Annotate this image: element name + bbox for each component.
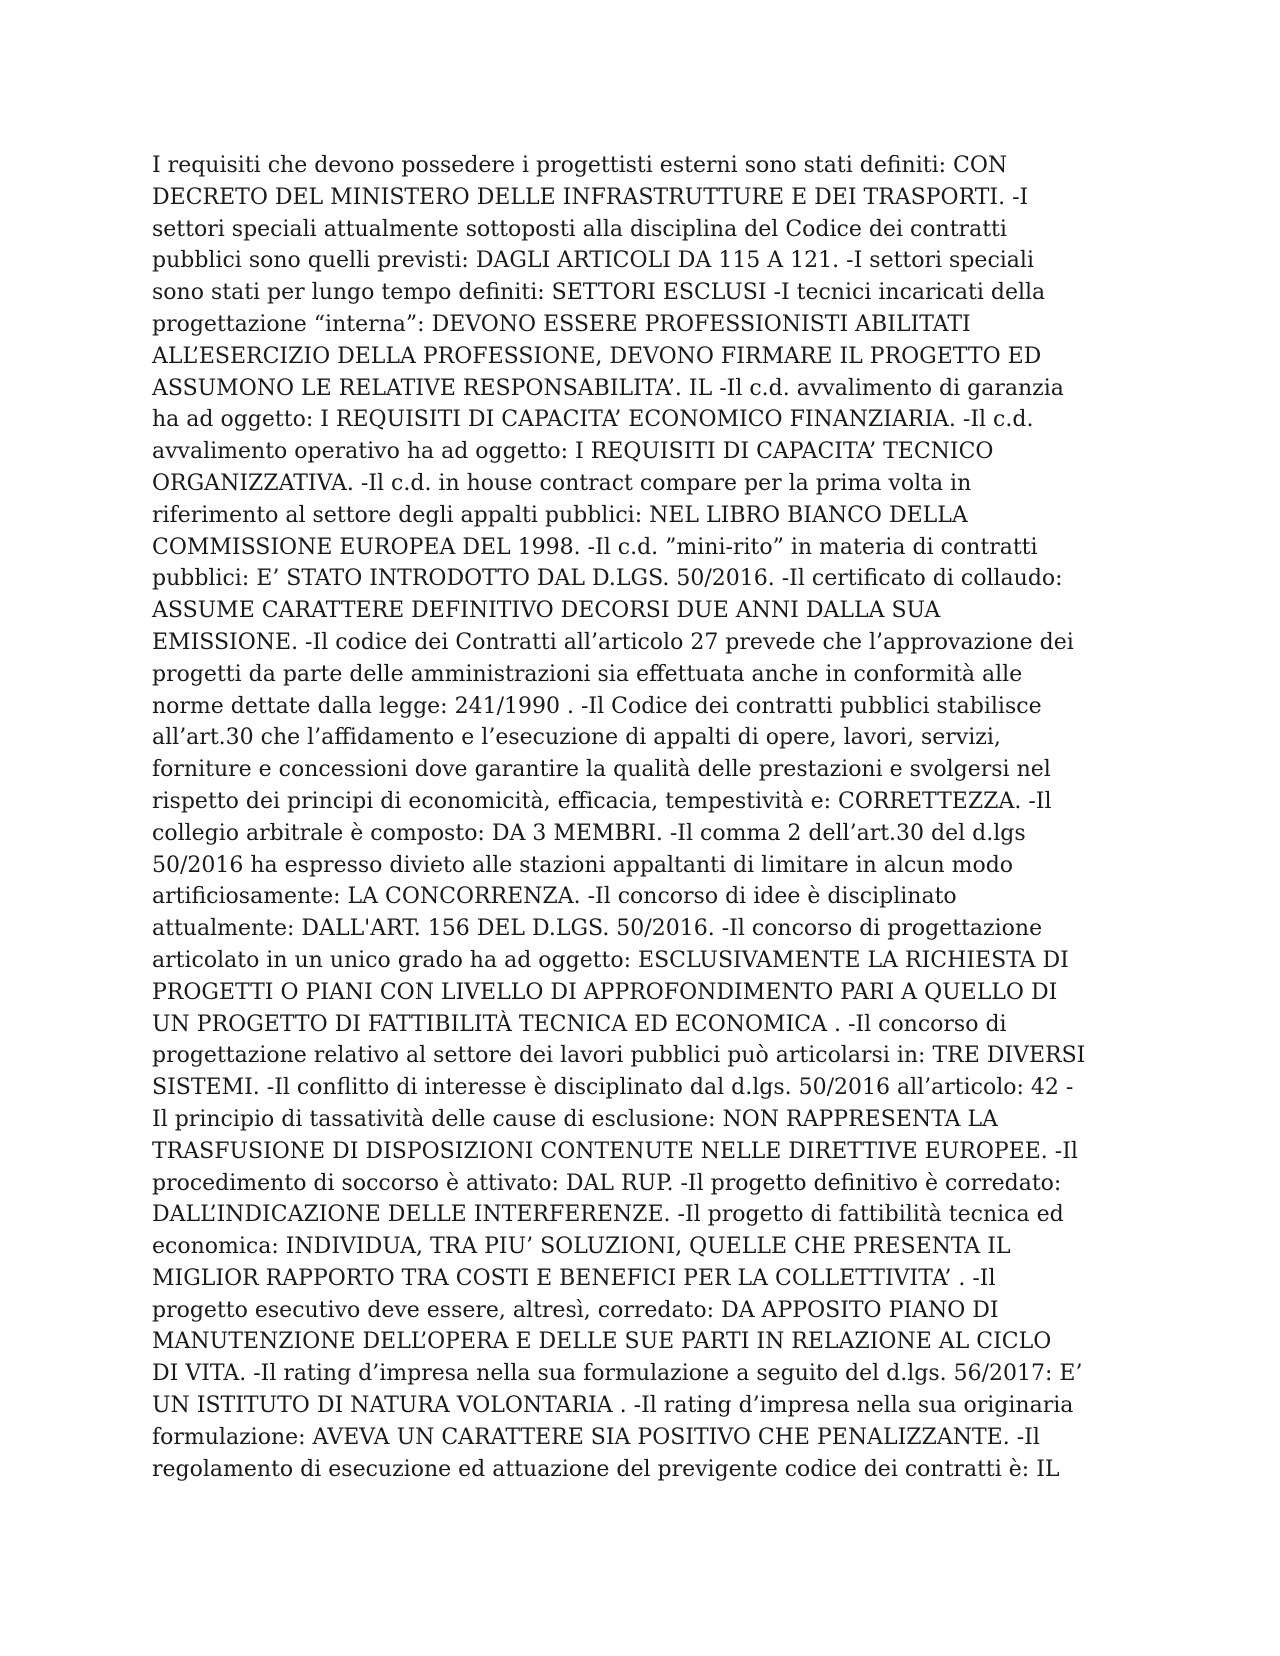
text-line: progettazione relativo al settore dei lavori pubblici può articolarsi in: TRE DIVERSI	[152, 1043, 1086, 1069]
text-line: I requisiti che devono possedere i progettisti esterni sono stati definiti: CON	[152, 153, 1008, 178]
text-line: avvalimento operativo ha ad oggetto: I REQUISITI DI CAPACITA’ TECNICO	[152, 439, 994, 465]
text-line: riferimento al settore degli appalti pubblici: NEL LIBRO BIANCO DELLA	[152, 502, 968, 528]
text-line: 50/2016 ha espresso divieto alle stazioni appaltanti di limitare in alcun modo	[152, 852, 1014, 878]
text-line: DI VITA. -Il rating d’impresa nella sua formulazione a seguito del d.lgs. 56/2017: E’	[152, 1361, 1083, 1387]
text-line: MIGLIOR RAPPORTO TRA COSTI E BENEFICI PER LA COLLETTIVITA’ . -Il	[152, 1265, 996, 1291]
text-line: Il principio di tassatività delle cause di esclusione: NON RAPPRESENTA LA	[152, 1106, 998, 1132]
text-line: pubblici: E’ STATO INTRODOTTO DAL D.LGS. 50/2016. -Il certificato di collaudo:	[152, 566, 1063, 592]
text-line: sono stati per lungo tempo definiti: SETTORI ESCLUSI -I tecnici incaricati della	[152, 280, 1046, 306]
text-line: ASSUMONO LE RELATIVE RESPONSABILITA’. IL -Il c.d. avvalimento di garanzia	[152, 375, 1064, 401]
text-line: COMMISSIONE EUROPEA DEL 1998. -Il c.d. ”mini-rito” in materia di contratti	[152, 534, 1038, 560]
text-line: progettazione “interna”: DEVONO ESSERE PROFESSIONISTI ABILITATI	[152, 311, 971, 337]
text-line: progetti da parte delle amministrazioni sia effettuata anche in conformità alle	[152, 661, 1023, 687]
text-line: economica: INDIVIDUA, TRA PIU’ SOLUZIONI, QUELLE CHE PRESENTA IL	[152, 1234, 1011, 1260]
text-line: EMISSIONE. -Il codice dei Contratti all’articolo 27 prevede che l’approvazione dei	[152, 629, 1074, 655]
text-line: rispetto dei principi di economicità, efficacia, tempestività e: CORRETTEZZA. -Il	[152, 788, 1052, 814]
text-line: DALL’INDICAZIONE DELLE INTERFERENZE. -Il progetto di fattibilità tecnica ed	[152, 1202, 1064, 1228]
document-body	[152, 150, 1132, 1485]
text-line: norme dettate dalla legge: 241/1990 . -Il Codice dei contratti pubblici stabilisce	[152, 693, 1042, 719]
text-line: TRASFUSIONE DI DISPOSIZIONI CONTENUTE NELLE DIRETTIVE EUROPEE. -Il	[152, 1138, 1078, 1164]
text-line: progetto esecutivo deve essere, altresì, corredato: DA APPOSITO PIANO DI	[152, 1297, 999, 1323]
text-line: attualmente: DALL'ART. 156 DEL D.LGS. 50/2016. -Il concorso di progettazione	[152, 916, 1043, 942]
text-line: pubblici sono quelli previsti: DAGLI ARTICOLI DA 115 A 121. -I settori speciali	[152, 248, 1034, 274]
text-line: MANUTENZIONE DELL’OPERA E DELLE SUE PARTI IN RELAZIONE AL CICLO	[152, 1329, 1052, 1355]
text-line: collegio arbitrale è composto: DA 3 MEMBRI. -Il comma 2 dell’art.30 del d.lgs	[152, 820, 1026, 846]
text-line: UN ISTITUTO DI NATURA VOLONTARIA . -Il rating d’impresa nella sua originaria	[152, 1393, 1074, 1419]
text-line: regolamento di esecuzione ed attuazione del previgente codice dei contratti è: IL	[152, 1456, 1060, 1482]
text-line: ASSUME CARATTERE DEFINITIVO DECORSI DUE ANNI DALLA SUA	[152, 598, 941, 624]
text-line: procedimento di soccorso è attivato: DAL RUP. -Il progetto definitivo è corredato:	[152, 1170, 1062, 1196]
text-line: UN PROGETTO DI FATTIBILITÀ TECNICA ED ECONOMICA . -Il concorso di	[152, 1011, 1007, 1037]
text-line: ORGANIZZATIVA. -Il c.d. in house contract compare per la prima volta in	[152, 470, 972, 496]
text-line: all’art.30 che l’affidamento e l’esecuzione di appalti di opere, lavori, servizi,	[152, 725, 1001, 751]
text-line: settori speciali attualmente sottoposti alla disciplina del Codice dei contratti	[152, 216, 1007, 242]
text-line: PROGETTI O PIANI CON LIVELLO DI APPROFONDIMENTO PARI A QUELLO DI	[152, 979, 1058, 1005]
text-line: artificiosamente: LA CONCORRENZA. -Il concorso di idee è disciplinato	[152, 884, 957, 910]
text-line: formulazione: AVEVA UN CARATTERE SIA POSITIVO CHE PENALIZZANTE. -Il	[152, 1424, 1040, 1450]
text-line: articolato in un unico grado ha ad oggetto: ESCLUSIVAMENTE LA RICHIESTA DI	[152, 947, 1069, 973]
text-line: DECRETO DEL MINISTERO DELLE INFRASTRUTTURE E DEI TRASPORTI. -I	[152, 184, 1029, 210]
text-line: ha ad oggetto: I REQUISITI DI CAPACITA’ ECONOMICO FINANZIARIA. -Il c.d.	[152, 407, 1034, 433]
text-line: forniture e concessioni dove garantire la qualità delle prestazioni e svolgersi nel	[152, 757, 1051, 783]
text-line: ALL’ESERCIZIO DELLA PROFESSIONE, DEVONO FIRMARE IL PROGETTO ED	[152, 343, 1042, 369]
text-line: SISTEMI. -Il conflitto di interesse è disciplinato dal d.lgs. 50/2016 all’articolo: 42 -	[152, 1075, 1074, 1101]
